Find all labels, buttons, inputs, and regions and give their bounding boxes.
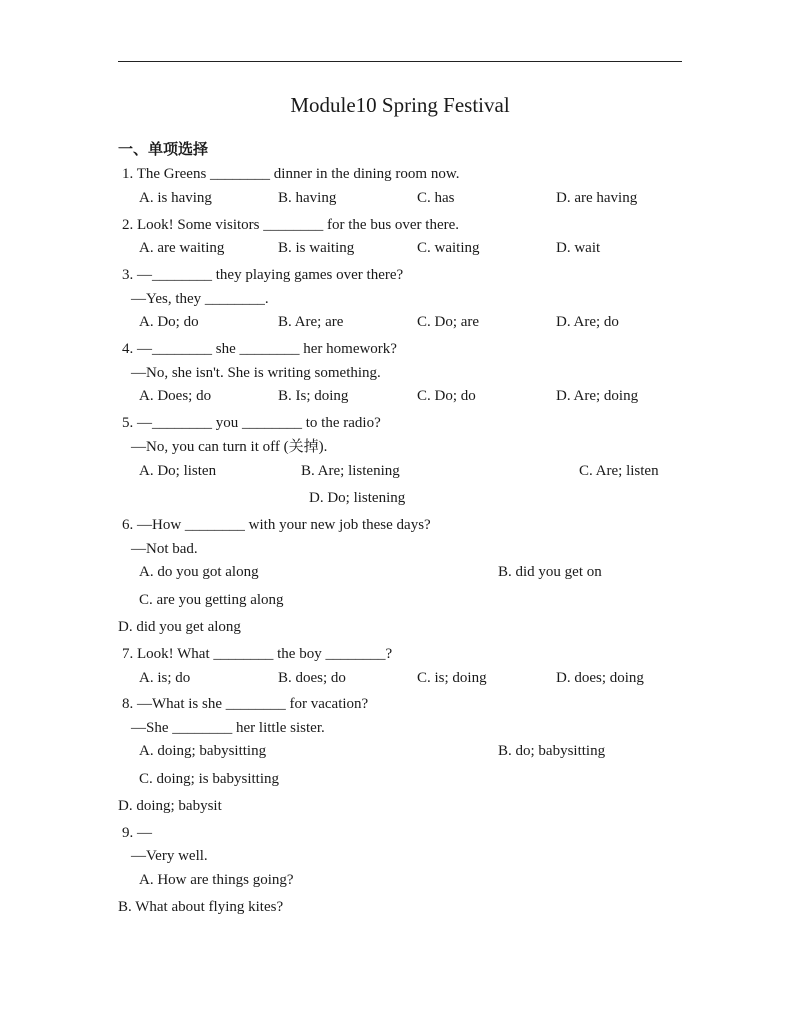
question-5-answer-line: —No, you can turn it off (关掉). [131, 439, 328, 455]
question-5-option-b: B. Are; listening [301, 463, 400, 479]
header-rule [118, 61, 682, 62]
question-4-option-a: A. Does; do [139, 388, 212, 404]
question-1-option-d: D. are having [556, 190, 638, 206]
question-1-option-a: A. is having [139, 190, 212, 206]
question-6-option-a: A. do you got along [139, 564, 259, 580]
question-8-option-a: A. doing; babysitting [139, 743, 267, 759]
question-5-option-c: C. Are; listen [579, 463, 659, 479]
question-8-stem: 8. —What is she ________ for vacation? [122, 696, 369, 712]
question-2-stem: 2. Look! Some visitors ________ for the bus over there. [122, 217, 460, 233]
question-8-option-c: C. doing; is babysitting [139, 771, 280, 787]
question-2-option-b: B. is waiting [278, 240, 355, 256]
question-1-stem: 1. The Greens ________ dinner in the dining room now. [122, 166, 460, 182]
question-9-stem: 9. — [122, 825, 152, 841]
question-9-option-a: A. How are things going? [139, 872, 294, 888]
question-6-stem: 6. —How ________ with your new job these days? [122, 517, 431, 533]
question-3-stem: 3. —________ they playing games over there? [122, 267, 404, 283]
question-8-option-d: D. doing; babysit [118, 798, 222, 814]
question-7-option-d: D. does; doing [556, 670, 644, 686]
question-4-option-c: C. Do; do [417, 388, 476, 404]
question-1-option-b: B. having [278, 190, 337, 206]
question-3-answer-line: —Yes, they ________. [131, 291, 269, 307]
question-8-option-b: B. do; babysitting [498, 743, 606, 759]
question-4-answer-line: —No, she isn't. She is writing something. [131, 365, 381, 381]
question-2-option-c: C. waiting [417, 240, 480, 256]
page-title: Module10 Spring Festival [290, 93, 510, 117]
question-7-option-c: C. is; doing [417, 670, 487, 686]
question-4-stem: 4. —________ she ________ her homework? [122, 341, 397, 357]
question-1-option-c: C. has [417, 190, 455, 206]
question-2-option-d: D. wait [556, 240, 601, 256]
question-3-option-a: A. Do; do [139, 314, 199, 330]
question-6-answer-line: —Not bad. [131, 541, 198, 557]
question-9-answer-line: —Very well. [131, 848, 208, 864]
question-3-option-d: D. Are; do [556, 314, 619, 330]
question-4-option-b: B. Is; doing [278, 388, 349, 404]
question-5-option-a: A. Do; listen [139, 463, 217, 479]
section-heading: 一、单项选择 [118, 140, 209, 158]
question-6-option-d: D. did you get along [118, 619, 241, 635]
question-3-option-b: B. Are; are [278, 314, 344, 330]
question-9-option-b: B. What about flying kites? [118, 899, 284, 915]
question-5-stem: 5. —________ you ________ to the radio? [122, 415, 381, 431]
question-8-answer-line: —She ________ her little sister. [131, 720, 325, 736]
question-7-option-b: B. does; do [278, 670, 346, 686]
question-2-option-a: A. are waiting [139, 240, 225, 256]
question-6-option-b: B. did you get on [498, 564, 602, 580]
question-7-stem: 7. Look! What ________ the boy ________? [122, 646, 393, 662]
question-5-option-d: D. Do; listening [309, 490, 406, 506]
question-7-option-a: A. is; do [139, 670, 191, 686]
question-4-option-d: D. Are; doing [556, 388, 639, 404]
question-6-option-c: C. are you getting along [139, 592, 284, 608]
question-3-option-c: C. Do; are [417, 314, 480, 330]
